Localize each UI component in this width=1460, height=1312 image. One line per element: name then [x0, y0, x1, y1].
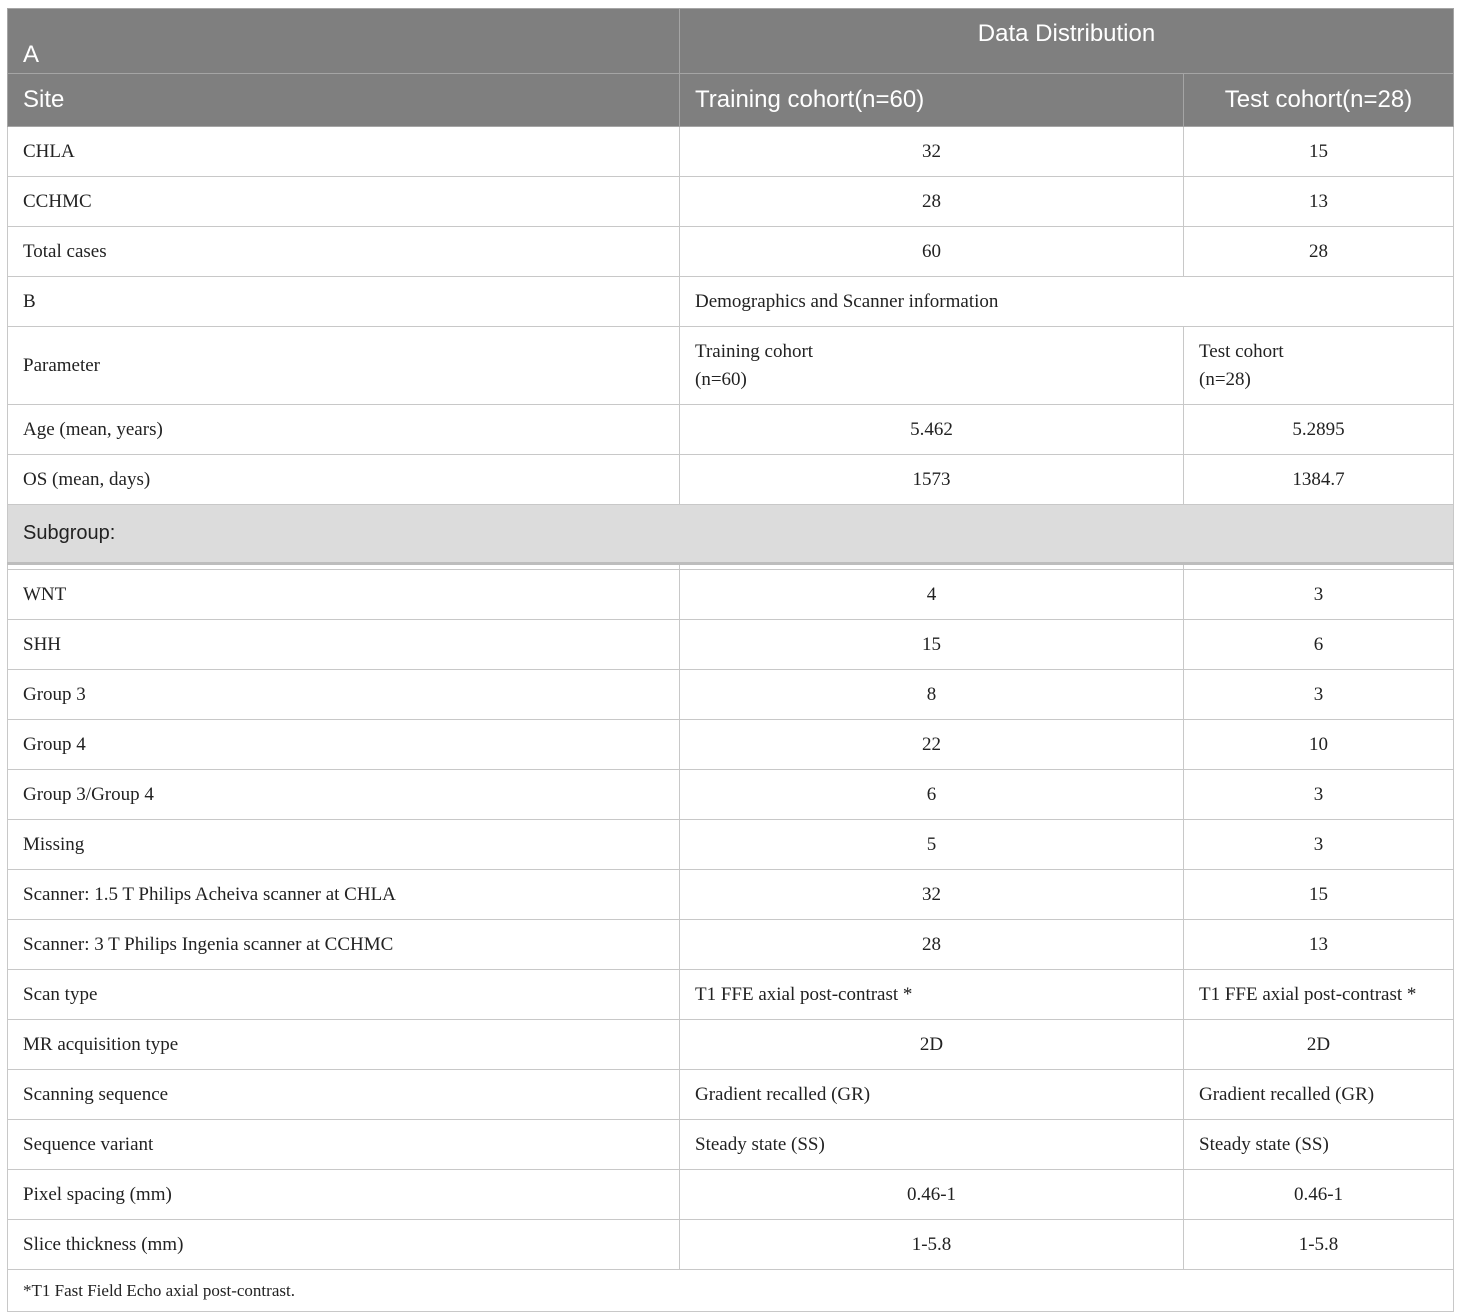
training-cell: 5: [680, 820, 1184, 870]
data-distribution-title: Data Distribution: [680, 9, 1454, 74]
part-b-title: Demographics and Scanner information: [680, 277, 1454, 327]
training-cell: 32: [680, 127, 1184, 177]
training-cell: 8: [680, 670, 1184, 720]
part-b-title-row: [8, 277, 1454, 327]
header-row-columns: [8, 74, 1454, 127]
table-row: [8, 670, 1454, 720]
training-cell: 4: [680, 570, 1184, 620]
subgroup-row: [8, 505, 1454, 564]
training-cell: 28: [680, 177, 1184, 227]
test-cell: T1 FFE axial post-contrast *: [1184, 970, 1454, 1020]
training-cell: Steady state (SS): [680, 1120, 1184, 1170]
test-cell: 3: [1184, 670, 1454, 720]
training-cell: 28: [680, 920, 1184, 970]
parameter-cell: Age (mean, years): [8, 405, 680, 455]
test-cell: 1-5.8: [1184, 1220, 1454, 1270]
table-row: [8, 1020, 1454, 1070]
test-cell: 2D: [1184, 1020, 1454, 1070]
column-header-test: Test cohort(n=28): [1184, 74, 1454, 127]
training-cell: 1573: [680, 455, 1184, 505]
table-row: [8, 1120, 1454, 1170]
parameter-cell: WNT: [8, 570, 680, 620]
table-row: [8, 1170, 1454, 1220]
table-row: [8, 1070, 1454, 1120]
parameter-cell: Scanner: 3 T Philips Ingenia scanner at CCHMC: [8, 920, 680, 970]
data-table: [7, 8, 1454, 1312]
table-row: [8, 127, 1454, 177]
training-cell: T1 FFE axial post-contrast *: [680, 970, 1184, 1020]
table-row: [8, 920, 1454, 970]
test-cell: 3: [1184, 820, 1454, 870]
site-cell: CCHMC: [8, 177, 680, 227]
part-b-header-row: [8, 327, 1454, 405]
site-cell: Total cases: [8, 227, 680, 277]
parameter-cell: Scan type: [8, 970, 680, 1020]
training-header-line2: (n=60): [695, 368, 747, 390]
table-row: [8, 455, 1454, 505]
header-row-a: [8, 9, 1454, 74]
parameter-cell: Missing: [8, 820, 680, 870]
part-b-label: B: [8, 277, 680, 327]
test-cell: 13: [1184, 177, 1454, 227]
test-cell: 3: [1184, 570, 1454, 620]
footnote: *T1 Fast Field Echo axial post-contrast.: [8, 1270, 1454, 1312]
parameter-cell: Group 3: [8, 670, 680, 720]
test-cell: 3: [1184, 770, 1454, 820]
training-cell: 22: [680, 720, 1184, 770]
parameter-cell: Group 4: [8, 720, 680, 770]
test-cell: 1384.7: [1184, 455, 1454, 505]
column-header-training: Training cohort(n=60): [680, 74, 1184, 127]
test-cell: 15: [1184, 870, 1454, 920]
training-cell: 2D: [680, 1020, 1184, 1070]
training-cell: Gradient recalled (GR): [680, 1070, 1184, 1120]
test-cell: 13: [1184, 920, 1454, 970]
table-row: [8, 870, 1454, 920]
test-cohort-header: [1184, 327, 1454, 405]
test-cell: 15: [1184, 127, 1454, 177]
test-cell: 10: [1184, 720, 1454, 770]
footnote-row: [8, 1270, 1454, 1312]
test-header-line2: (n=28): [1199, 368, 1251, 390]
test-header-line1: Test cohort: [1199, 340, 1284, 362]
parameter-cell: Pixel spacing (mm): [8, 1170, 680, 1220]
test-cell: Steady state (SS): [1184, 1120, 1454, 1170]
parameter-cell: Scanning sequence: [8, 1070, 680, 1120]
parameter-cell: OS (mean, days): [8, 455, 680, 505]
part-a-label: A: [8, 9, 680, 74]
parameter-cell: Scanner: 1.5 T Philips Acheiva scanner at CHLA: [8, 870, 680, 920]
column-header-site: Site: [8, 74, 680, 127]
training-header-line1: Training cohort: [695, 340, 814, 362]
training-cell: 1-5.8: [680, 1220, 1184, 1270]
test-cell: 5.2895: [1184, 405, 1454, 455]
table-row: [8, 720, 1454, 770]
table-row: [8, 820, 1454, 870]
test-cell: Gradient recalled (GR): [1184, 1070, 1454, 1120]
table-row: [8, 570, 1454, 620]
training-cell: 6: [680, 770, 1184, 820]
training-cohort-header: [680, 327, 1184, 405]
table-row: [8, 177, 1454, 227]
test-cell: 6: [1184, 620, 1454, 670]
training-cell: 0.46-1: [680, 1170, 1184, 1220]
table-row: [8, 1220, 1454, 1270]
table-row: [8, 970, 1454, 1020]
table-row: [8, 405, 1454, 455]
parameter-cell: Slice thickness (mm): [8, 1220, 680, 1270]
training-cell: 15: [680, 620, 1184, 670]
subgroup-label: Subgroup:: [8, 505, 1454, 564]
parameter-cell: SHH: [8, 620, 680, 670]
table-body: [8, 9, 1454, 1312]
test-cell: 28: [1184, 227, 1454, 277]
table-row: [8, 770, 1454, 820]
parameter-cell: Group 3/Group 4: [8, 770, 680, 820]
parameter-cell: MR acquisition type: [8, 1020, 680, 1070]
table-row: [8, 227, 1454, 277]
parameter-cell: Sequence variant: [8, 1120, 680, 1170]
training-cell: 5.462: [680, 405, 1184, 455]
table-row: [8, 620, 1454, 670]
site-cell: CHLA: [8, 127, 680, 177]
test-cell: 0.46-1: [1184, 1170, 1454, 1220]
training-cell: 32: [680, 870, 1184, 920]
table-container: [7, 8, 1453, 1312]
training-cell: 60: [680, 227, 1184, 277]
parameter-header: Parameter: [8, 327, 680, 405]
